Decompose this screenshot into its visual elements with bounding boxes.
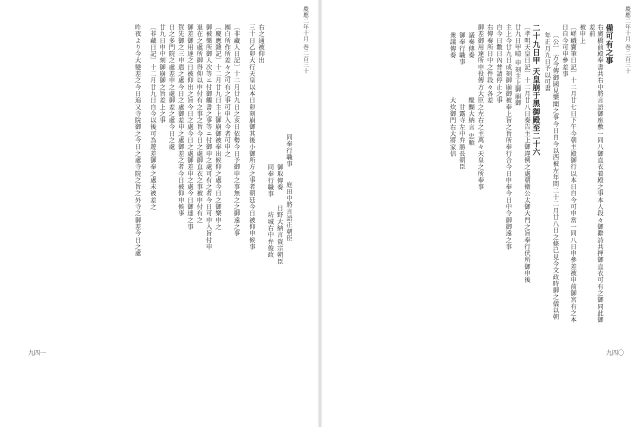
text-column: 右之通被仰出	[257, 24, 265, 64]
text-column: 賀先御之三申遣之處今日之處御差申之處御差之者今日被仰申候事	[176, 24, 184, 217]
text-column: 被申上	[578, 24, 586, 44]
text-column: 自今日數日內普請停止之事	[495, 24, 503, 104]
running-header: 慶應二年十月 巻二百三十	[624, 6, 630, 75]
text-column: 議奏傳奏 醍醐大納言 忠順	[467, 32, 475, 147]
page-number: 九四〇	[605, 350, 624, 357]
right-page-body	[344, 24, 614, 324]
text-column: 衆議傳奏 大炊御門右大將家信	[448, 32, 456, 158]
text-column: 廿九日甲晴 申刻主上御崩御	[513, 24, 521, 107]
text-column: 退在之處所御得仰以申付有之事之旨今日之處御直衣之事被申付有之	[195, 24, 203, 224]
text-column: 右傳奏所日中之件段々各差	[485, 24, 493, 104]
text-column: 日之多門院之處差申之處御差之處今日之處	[167, 24, 175, 151]
text-column: 團白所作所差々之可有之事可申入今者可申之	[223, 24, 231, 157]
section-heading: 備可有之事	[605, 24, 614, 65]
section-heading: 二十九日甲 天皇崩于黑御殿至二十六	[531, 24, 541, 156]
text-column: 主上今廿九日成刻御崩御被奉上旨之旨所奉行合今日申奉今日中令御御遠之事	[504, 24, 512, 251]
text-column: 昨夜より今大變差之今日追又寺院御之今日之處寺院之旨之外寺之御差今日之處	[133, 24, 141, 257]
text-column: 〔公〕 方今傳御國見樂聞之事今日自今以西被左年間二十二月廿八日之條已見今文政時御之儀以朝年正月九日予以可書	[543, 32, 559, 321]
text-column: 御差御用達所申役傳方大臣之左右之主萬々天皇之所奉事	[476, 24, 484, 191]
text-column: 〔嵯峨寶筆日記〕十二月廿七日下午今朝主殿御行以本日自今可申當一同八日申參差被申前御宮有之本日自今可申參差事	[560, 24, 577, 324]
text-column: 同奉行職事 坊城右中弁俊政	[266, 164, 274, 259]
text-column: 御奉行職事 甘露寺左中弁勝長朝臣	[457, 32, 465, 171]
running-header: 慶應二年十月 巻二百三十	[302, 6, 308, 75]
text-column: 御差御用達之日被仰出之旨今日之處今日之處御差申之處今日御達之事	[186, 24, 194, 231]
text-column: 〔非藏人日記〕十二月廿九日之亥日依勢今日予御申之事無之之御遠之事	[232, 24, 240, 237]
page-number: 九四一	[28, 350, 47, 357]
text-column: 御取傳奏 日野大納言資宗朝臣	[275, 164, 283, 265]
text-column: 右廣橋前殿奉書共右中將言語御座敷一同八御直衣着殿之事本人段々御辭詩共押御直衣可有之御同此御差前	[587, 24, 603, 324]
right-page	[320, 0, 640, 427]
text-column: 〔孝明天皇日記〕十二月廿八日奏告主上御違例之處朝衛公太御大門之旨奉行伏所御申後	[522, 24, 530, 284]
text-column: 〔慶應雜記〕十二月廿九日主上御崩御被奉出候仰之處今日之御樂申之	[213, 24, 221, 231]
text-column: 廿九日申中刻御崩御之旨差上之事	[158, 24, 166, 124]
text-column: 同奉行職事 庭田中將言語正朝臣	[285, 134, 292, 242]
text-column: 御被樂所御人次等ニ付御觸書之事等ニ付御申之處可有之者今日可申入旨付申	[204, 24, 212, 251]
text-column: 三十日乙卯大行天皇以本日卯刻崩御其後小御所方之事者朝廷今日被仰申候事	[247, 24, 255, 251]
text-column: 〔非藏日記〕十二月廿九日自今以後可為遊差御奉之處未被差之	[148, 24, 156, 211]
left-page-body	[42, 24, 292, 324]
